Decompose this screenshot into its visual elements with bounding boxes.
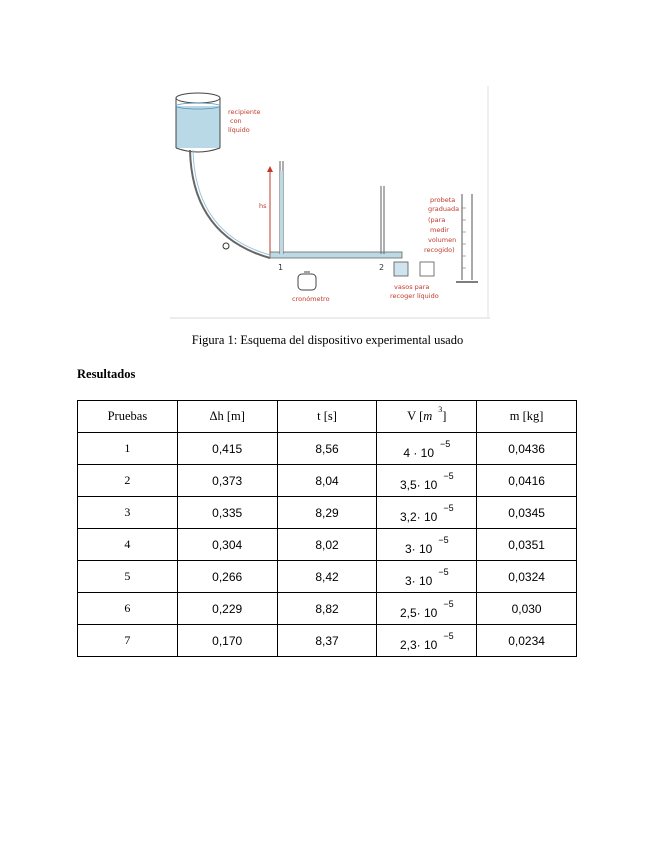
experiment-figure (170, 86, 490, 322)
graduated-cylinder (456, 194, 478, 282)
cell-prueba: 2 (78, 465, 178, 497)
cell-mass: 0,0345 (477, 497, 577, 529)
header-time: t [s] (277, 401, 377, 433)
cell-delta-h: 0,373 (177, 465, 277, 497)
cell-volume: $2,5\cdot 10^{-5}$ (377, 593, 477, 625)
empty-vessel (420, 262, 434, 276)
cylinder-label-3: (para (428, 216, 446, 224)
cylinder-label-4: medir (430, 226, 449, 234)
cell-time: 8,29 (277, 497, 377, 529)
cell-volume: $2,3\cdot 10^{-5}$ (377, 625, 477, 657)
cell-mass: 0,030 (477, 593, 577, 625)
table-row (78, 529, 577, 561)
cell-delta-h: 0,415 (177, 433, 277, 465)
cell-volume: $4 \cdot 10^{-5}$ (377, 433, 477, 465)
cell-mass: 0,0416 (477, 465, 577, 497)
flexible-tube (190, 150, 270, 258)
cell-delta-h: 0,266 (177, 561, 277, 593)
cell-time: 8,37 (277, 625, 377, 657)
cell-volume: $3\cdot 10^{-5}$ (377, 529, 477, 561)
table-header-row (78, 401, 577, 433)
header-mass: m [kg] (477, 401, 577, 433)
cell-prueba: 1 (78, 433, 178, 465)
header-pruebas: Pruebas (78, 401, 178, 433)
setup-sketch (170, 86, 490, 322)
cell-prueba: 4 (78, 529, 178, 561)
vessel-label-1: vasos para (394, 283, 430, 291)
container-label-3: líquido (228, 126, 250, 134)
table-row (78, 465, 577, 497)
table-row (78, 561, 577, 593)
liquid-container (176, 93, 220, 152)
cell-volume: $3\cdot 10^{-5}$ (377, 561, 477, 593)
cell-mass: 0,0436 (477, 433, 577, 465)
figure-caption: Figura 1: Esquema del dispositivo experimental usado (191, 333, 464, 347)
cylinder-label-2: graduada (428, 205, 460, 213)
table-row (78, 497, 577, 529)
valve (223, 243, 229, 249)
chronometer-label: cronómetro (292, 295, 330, 303)
results-table (77, 400, 577, 657)
point-1-label: 1 (278, 263, 284, 272)
point-2-label: 2 (379, 263, 385, 272)
section-title: Resultados (77, 367, 136, 381)
cell-volume: $3,5\cdot 10^{-5}$ (377, 465, 477, 497)
header-delta-h: Δh [m] (177, 401, 277, 433)
cell-prueba: 5 (78, 561, 178, 593)
chronometer (298, 272, 316, 290)
collecting-vessel (394, 262, 408, 276)
cell-time: 8,04 (277, 465, 377, 497)
cell-mass: 0,0234 (477, 625, 577, 657)
container-label-2: con (230, 117, 242, 125)
cell-delta-h: 0,229 (177, 593, 277, 625)
cell-time: 8,56 (277, 433, 377, 465)
table-row (78, 593, 577, 625)
header-volume: V [m $^3$] (377, 401, 477, 433)
cell-mass: 0,0351 (477, 529, 577, 561)
cylinder-label-5: volumen (428, 236, 457, 244)
cell-prueba: 3 (78, 497, 178, 529)
cell-prueba: 6 (78, 593, 178, 625)
cylinder-label-1: probeta (430, 196, 456, 204)
table-row (78, 625, 577, 657)
cylinder-label-6: recogido) (424, 246, 455, 254)
horizontal-pipe (270, 252, 402, 258)
cell-delta-h: 0,170 (177, 625, 277, 657)
table-row (78, 433, 577, 465)
cell-time: 8,82 (277, 593, 377, 625)
cell-delta-h: 0,304 (177, 529, 277, 561)
cell-volume: $3,2\cdot 10^{-5}$ (377, 497, 477, 529)
vessel-label-2: recoger líquido (390, 292, 439, 300)
height-label: hs (259, 202, 267, 210)
cell-time: 8,42 (277, 561, 377, 593)
cell-time: 8,02 (277, 529, 377, 561)
cell-mass: 0,0324 (477, 561, 577, 593)
cell-prueba: 7 (78, 625, 178, 657)
container-label-1: recipiente (228, 108, 261, 116)
cell-delta-h: 0,335 (177, 497, 277, 529)
